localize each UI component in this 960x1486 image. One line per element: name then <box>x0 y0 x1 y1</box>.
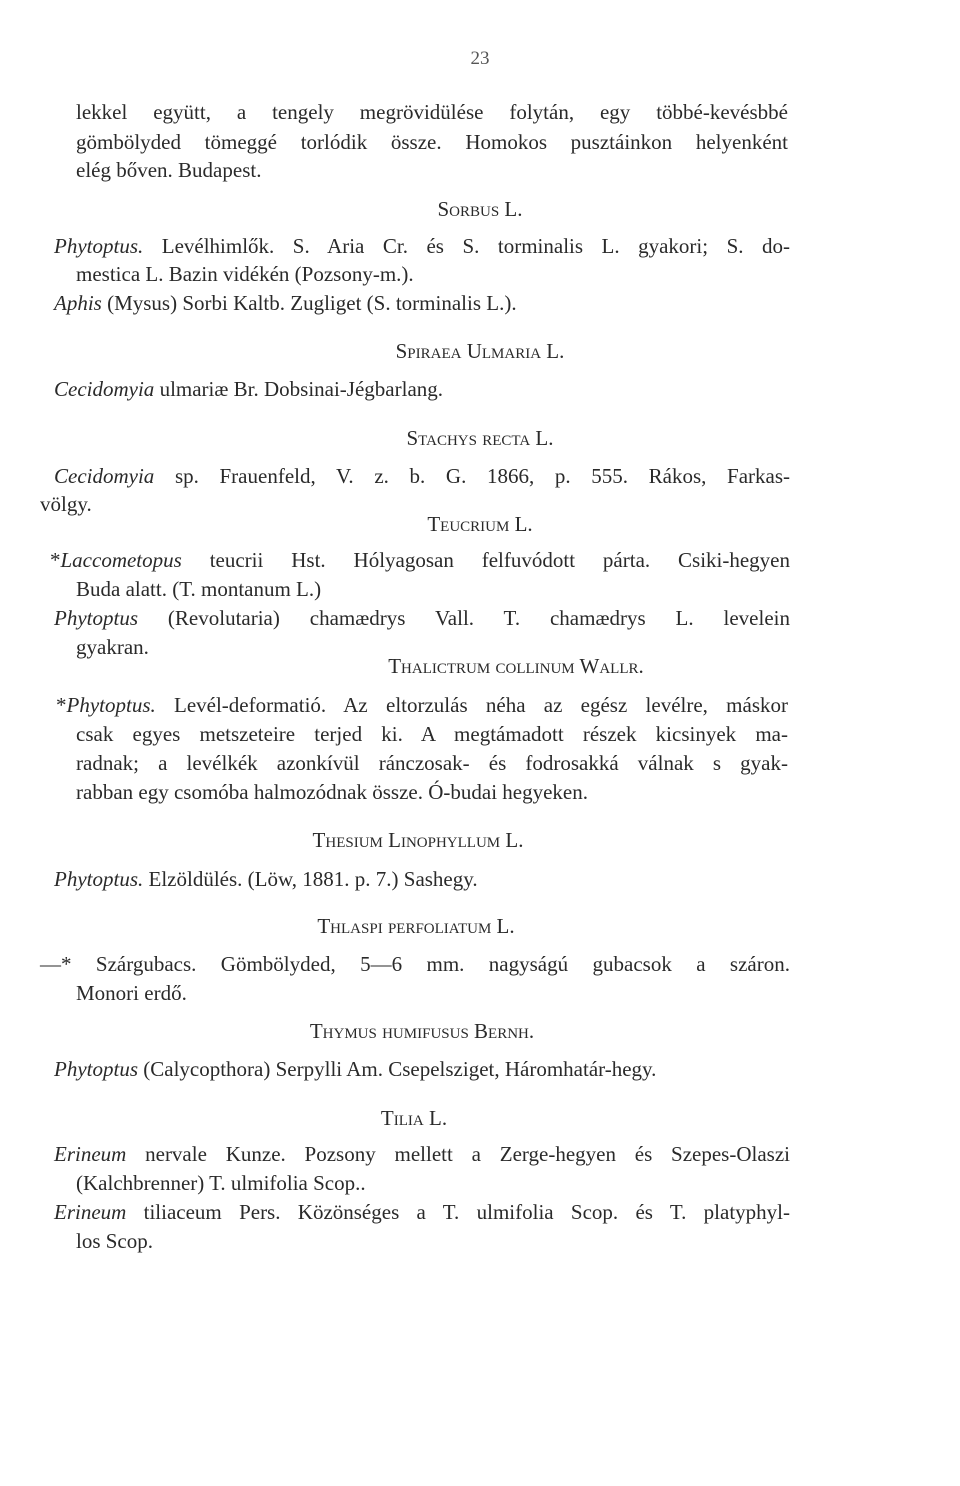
heading-thymus <box>0 1017 902 1045</box>
entry-line <box>56 691 788 719</box>
heading-tilia: Tilia L. <box>380 1106 448 1130</box>
heading-text: Thymus humifusus Bernh. <box>309 1019 535 1043</box>
text-line: csak egyes metszeteire terjed ki. A megtámadott részek kicsinyek ma- <box>76 722 788 746</box>
text-line: Buda alatt. (T. montanum L.) <box>76 577 322 601</box>
entry-text: teucrii Hst. Hólyagosan felfuvódott párta. Csiki-hegyen <box>181 548 790 572</box>
text-line: lekkel együtt, a tengely megrövidülése folytán, egy többé-kevésbbé <box>76 100 788 124</box>
genus-name: Phytoptus. <box>66 693 156 717</box>
text-line: gyakran. <box>76 635 149 659</box>
genus-name: Erineum <box>54 1142 127 1166</box>
entry-line <box>54 1055 790 1083</box>
heading-text: Thalictrum collinum Wallr. <box>388 654 644 678</box>
heading-teucrium: Teucrium L. <box>427 512 533 536</box>
entry-line <box>54 375 790 403</box>
heading-sorbus: Sorbus L. <box>437 197 523 221</box>
entry-text: (Revolutaria) chamædrys Vall. T. chamædrys L. levelein <box>138 606 790 630</box>
text-line: rabban egy csomóba halmozódnak össze. Ó-budai hegyeken. <box>76 780 588 804</box>
text-line: radnak; a levélkék azonkívül ránczosak- és fodrosakká válnak s gyak- <box>76 751 788 775</box>
heading-stachys: Stachys recta L. <box>406 426 554 450</box>
genus-name: Phytoptus. <box>54 867 144 891</box>
entry-line <box>54 1198 790 1226</box>
genus-name: Laccometopus <box>60 548 182 572</box>
entry-text: sp. Frauenfeld, V. z. b. G. 1866, p. 555. Rákos, Farkas- <box>154 464 790 488</box>
entry-text: (Calycopthora) Serpylli Am. Csepelsziget, Háromhatár-hegy. <box>138 1057 657 1081</box>
genus-name: Cecidomyia <box>54 377 155 401</box>
entry-text: nervale Kunze. Pozsony mellett a Zerge-hegyen és Szepes-Olaszi <box>126 1142 790 1166</box>
entry-text: tiliaceum Pers. Közönséges a T. ulmifolia Scop. és T. platyphyl- <box>126 1200 790 1224</box>
entry-line <box>54 1140 790 1168</box>
asterisk-mark: * <box>50 548 61 572</box>
genus-name: Phytoptus <box>54 1057 138 1081</box>
genus-name: Aphis <box>54 291 102 315</box>
entry-line <box>54 289 790 317</box>
entry-text: Levél-deformatió. Az eltorzulás néha az egész levélre, máskor <box>155 693 788 717</box>
heading-thalictrum <box>36 652 960 680</box>
heading-text: Spiraea Ulmaria L. <box>395 339 565 363</box>
entry-line <box>54 604 790 632</box>
heading-thesium <box>0 826 898 854</box>
text-line: elég bőven. Budapest. <box>76 158 262 182</box>
entry-line <box>54 865 790 893</box>
text-line: völgy. <box>40 492 92 516</box>
entry-line <box>54 462 790 490</box>
text-line: —* Szárgubacs. Gömbölyded, 5—6 mm. nagyságú gubacsok a száron. <box>40 952 790 976</box>
heading-spiraea <box>0 337 960 365</box>
entry-text: ulmariæ Br. Dobsinai-Jégbarlang. <box>154 377 444 401</box>
heading-text: Thlaspi perfoliatum L. <box>317 914 515 938</box>
entry-line <box>50 546 790 574</box>
entry-text: Levélhimlők. S. Aria Cr. és S. torminalis L. gyakori; S. do- <box>143 234 790 258</box>
entry-line <box>54 232 790 260</box>
entry-text: (Mysus) Sorbi Kaltb. Zugliget (S. torminalis L.). <box>101 291 517 315</box>
text-line: (Kalchbrenner) T. ulmifolia Scop.. <box>76 1171 366 1195</box>
genus-name: Erineum <box>54 1200 127 1224</box>
page-number: 23 <box>470 48 490 69</box>
genus-name: Cecidomyia <box>54 464 155 488</box>
heading-thlaspi <box>0 912 896 940</box>
entry-text: Elzöldülés. (Löw, 1881. p. 7.) Sashegy. <box>143 867 478 891</box>
text-line: los Scop. <box>76 1229 154 1253</box>
text-line: gömbölyded tömeggé torlódik össze. Homokos pusztáinkon helyenként <box>76 130 788 154</box>
heading-text: Thesium Linophyllum L. <box>312 828 524 852</box>
text-line: Monori erdő. <box>76 981 187 1005</box>
text-line: mestica L. Bazin vidékén (Pozsony-m.). <box>76 262 414 286</box>
genus-name: Phytoptus <box>54 606 138 630</box>
genus-name: Phytoptus. <box>54 234 144 258</box>
asterisk-mark: * <box>56 693 67 717</box>
